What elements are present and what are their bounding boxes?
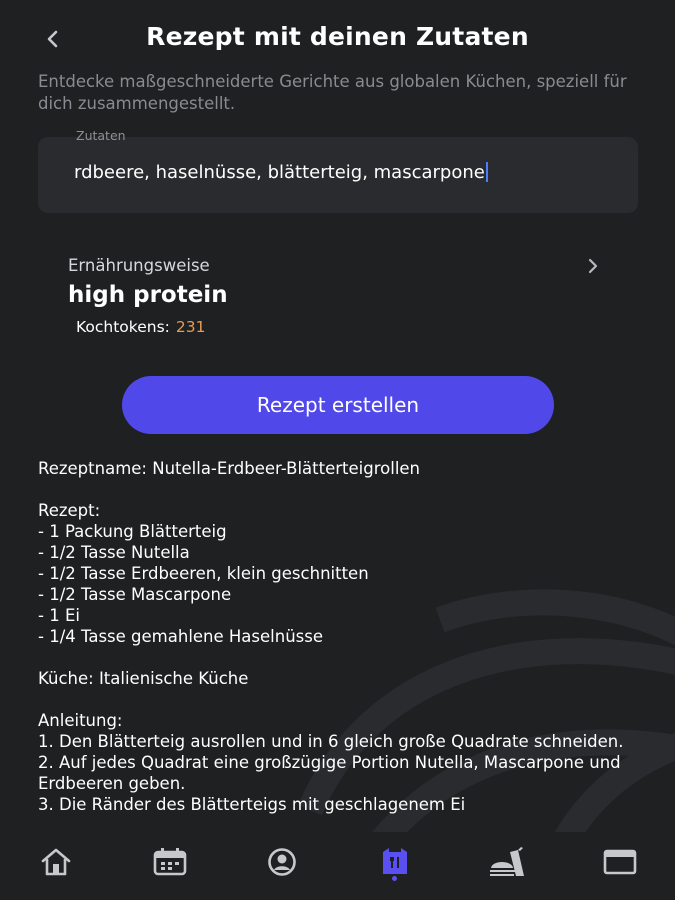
food-icon <box>488 846 526 878</box>
nav-calendar[interactable] <box>150 842 190 882</box>
recipe-instruction-step: 1. Den Blätterteig ausrollen und in 6 gleich große Quadrate schneiden. <box>38 732 624 751</box>
page-title: Rezept mit deinen Zutaten <box>146 22 529 51</box>
chevron-right-icon[interactable] <box>583 256 603 276</box>
recipe-icon <box>378 846 412 878</box>
recipe-instruction-step: 2. Auf jedes Quadrat eine großzügige Portion Nutella, Mascarpone und Erdbeeren geben. <box>38 753 621 793</box>
diet-label: Ernährungsweise <box>68 256 210 275</box>
recipe-output <box>38 458 648 832</box>
calendar-icon <box>152 847 188 877</box>
ingredients-input[interactable] <box>74 162 488 183</box>
ingredients-field-label: Zutaten <box>76 128 126 143</box>
ingredients-input-value: rdbeere, haselnüsse, blätterteig, mascarpone <box>74 162 485 183</box>
recipe-instructions-heading: Anleitung: <box>38 711 123 730</box>
recipe-instruction-step: 3. Die Ränder des Blätterteigs mit geschlagenem Ei <box>38 795 466 814</box>
window-icon <box>602 848 638 876</box>
nav-home[interactable] <box>36 842 76 882</box>
nav-window[interactable] <box>600 842 640 882</box>
recipe-ingredient-item: - 1/2 Tasse Mascarpone <box>38 585 232 604</box>
recipe-ingredient-item: - 1/2 Tasse Nutella <box>38 543 190 562</box>
cooking-tokens <box>76 318 205 336</box>
text-caret <box>486 162 488 182</box>
cooking-tokens-value: 231 <box>175 318 206 336</box>
active-tab-indicator <box>392 876 397 881</box>
home-icon <box>39 847 73 877</box>
profile-icon <box>265 847 299 877</box>
create-recipe-button[interactable]: Rezept erstellen <box>122 376 554 434</box>
diet-value: high protein <box>68 282 228 308</box>
recipe-ingredient-item: - 1 Packung Blätterteig <box>38 522 227 541</box>
page-subtitle: Entdecke maßgeschneiderte Gerichte aus globalen Küchen, speziell für dich zusammengestellt. <box>38 72 627 113</box>
recipe-ingredient-item: - 1/2 Tasse Erdbeeren, klein geschnitten <box>38 564 369 583</box>
nav-food[interactable] <box>487 842 527 882</box>
recipe-ingredients-heading: Rezept: <box>38 501 101 520</box>
recipe-ingredient-item: - 1 Ei <box>38 606 80 625</box>
bottom-navigation <box>0 832 675 900</box>
recipe-cuisine: Küche: Italienische Küche <box>38 669 249 688</box>
recipe-ingredient-item: - 1/4 Tasse gemahlene Haselnüsse <box>38 627 324 646</box>
cooking-tokens-label: Kochtokens: <box>76 318 170 336</box>
recipe-name: Rezeptname: Nutella-Erdbeer-Blätterteigrollen <box>38 459 421 478</box>
nav-profile[interactable] <box>262 842 302 882</box>
